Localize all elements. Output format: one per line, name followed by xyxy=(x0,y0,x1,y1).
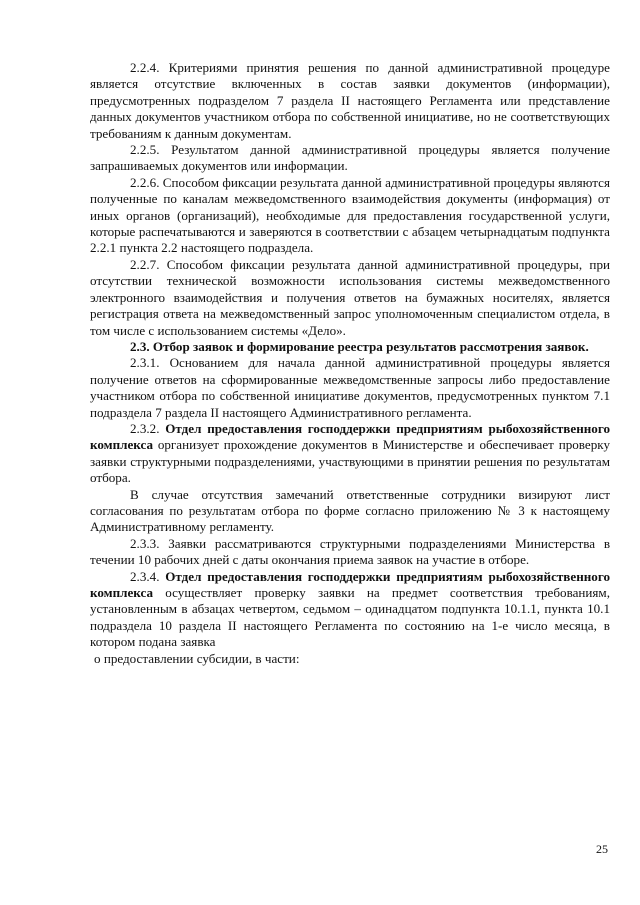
paragraph-2-3-1: 2.3.1. Основанием для начала данной административной процедуры является получение ответов на сформированные межведомственные запросы либо предоставление участником отбора по собственной инициативе документов, предусмотренных пунктом 7.1 подраздела 7 раздела II настоящего Административного регламента. xyxy=(90,355,610,420)
paragraph-2-3-3: 2.3.3. Заявки рассматриваются структурными подразделениями Министерства в течении 10 рабочих дней с даты окончания приема заявок на участие в отборе. xyxy=(90,535,610,568)
paragraph-2-2-5: 2.2.5. Результатом данной административной процедуры является получение запрашиваемых документов или информации. xyxy=(90,142,610,174)
paragraph-2-2-4: 2.2.4. Критериями принятия решения по данной административной процедуре является отсутствие включенных в состав заявки документов (информации), предусмотренных подразделом 7 раздела II настоящего Регламента или представление данных документов участником отбора по собственной инициативе, но не соответствующих требованиям к данным документам. xyxy=(90,60,610,141)
paragraph-2-3-4: 2.3.4. Отдел предоставления господдержки предприятиям рыбохозяйственного комплекса осуществляет проверку заявки на предмет соответствия требованиям, установленным в абзацах четвертом, седьмом – одинадцатом подпункта 10.1.1, пункта 10.1 подраздела 10 раздела II настоящего Регламента по состоянию на 1-е число месяца, в котором подана заявка xyxy=(90,568,610,650)
paragraph-2-3-2: 2.3.2. Отдел предоставления господдержки предприятиям рыбохозяйственного комплекса организует прохождение документов в Министерстве и обеспечивает проверку заявки структурными подразделениями, участвующими в принятии решения по результатам отбора. xyxy=(90,420,610,486)
document-body xyxy=(90,60,610,667)
paragraph-continuation: о предоставлении субсидии, в части: xyxy=(94,650,300,666)
page-number: 25 xyxy=(596,842,608,856)
paragraph-2-2-7: 2.2.7. Способом фиксации результата данной административной процедуры, при отсутствии технической возможности использования системы межведомственного электронного взаимодействия и получения ответов на бумажных носителях, является регистрация ответа на межведомственный запрос уполномоченным специалистом отдела, в том числе с использованием системы «Дело». xyxy=(90,256,610,338)
paragraph-2-2-6: 2.2.6. Способом фиксации результата данной административной процедуры являются полученные по каналам межведомственного взаимодействия документы (информация) от иных органов (организаций), необходимые для предоставления государственной услуги, которые распечатываются и заверяются в соответствии с абзацем четырнадцатым подпункта 2.2.1 пункта 2.2 настоящего подраздела. xyxy=(90,174,610,256)
section-heading-2-3: 2.3. Отбор заявок и формирование реестра результатов рассмотрения заявок. xyxy=(130,338,589,354)
paragraph-2-3-2-note: В случае отсутствия замечаний ответственные сотрудники визируют лист согласования по результатам отбора по форме согласно приложению № 3 к настоящему Административному регламенту. xyxy=(90,486,610,535)
